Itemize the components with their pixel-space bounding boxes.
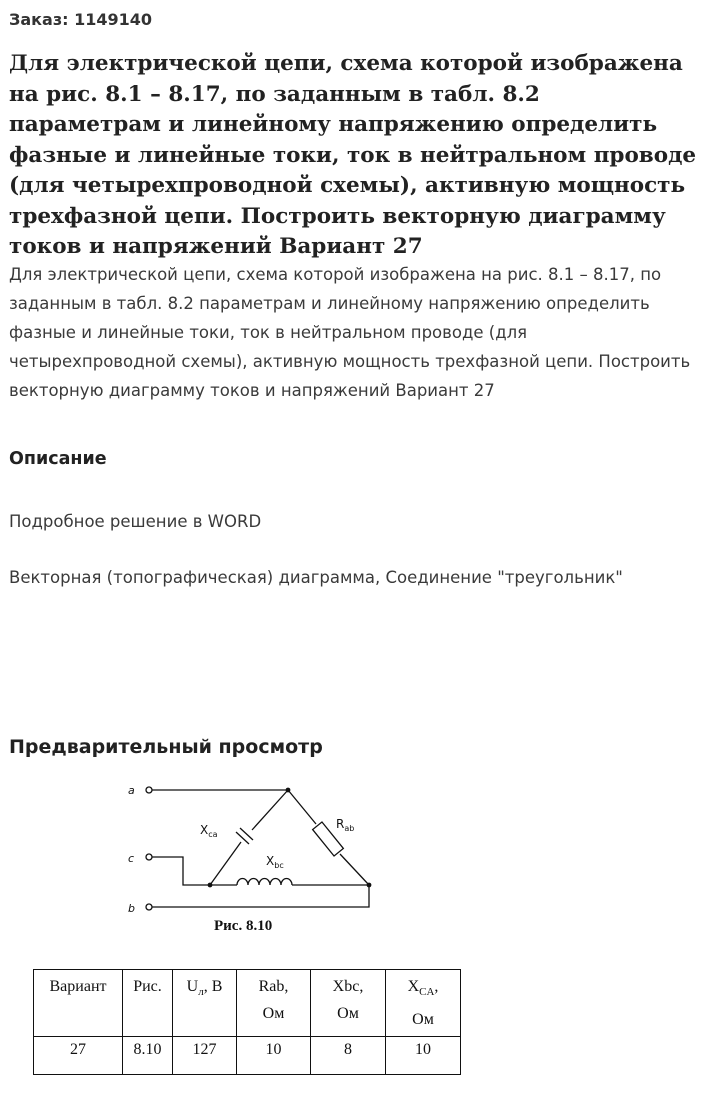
page-title: Для электрической цепи, схема которой изображена на рис. 8.1 – 8.17, по заданным в табл. 8.2 параметрам и линейному напряжению определить фазные и линейные токи, ток в нейтральном проводе (для четырехпроводной схемы), активную мощность трехфазной цепи. Построить векторную диаграмму токов и напряжений Вариант 27 xyxy=(9,51,697,259)
terminal-a-label: a xyxy=(128,784,135,797)
header-xbc: Xbc, Ом xyxy=(311,970,386,1037)
terminal-c-label: c xyxy=(128,852,135,865)
figure-caption: Рис. 8.10 xyxy=(214,918,273,934)
circuit-diagram xyxy=(120,778,380,918)
cell-variant: 27 xyxy=(34,1037,123,1075)
task-description: Для электрической цепи, схема которой изображена на рис. 8.1 – 8.17, по заданным в табл. 8.2 параметрам и линейному напряжению определить фазные и линейные токи, ток в нейтральном проводе (для четырехпроводной схемы), активную мощность трехфазной цепи. Построить векторную диаграмму токов и напряжений Вариант 27 xyxy=(9,265,691,400)
detail-paragraph-1: Подробное решение в WORD xyxy=(9,512,262,531)
description-heading: Описание xyxy=(9,449,107,469)
order-number: Заказ: 1149140 xyxy=(9,10,153,29)
table-row xyxy=(34,1037,461,1075)
cell-rab: 10 xyxy=(237,1037,311,1075)
detail-paragraph-2: Векторная (топографическая) диаграмма, Соединение "треугольник" xyxy=(9,568,623,587)
header-rab: Rab, Ом xyxy=(237,970,311,1037)
cell-ul: 127 xyxy=(173,1037,237,1075)
terminal-b-label: b xyxy=(128,902,135,915)
terminal-a-node xyxy=(146,787,152,793)
table-header-row xyxy=(34,970,461,1037)
cell-xca: 10 xyxy=(386,1037,461,1075)
parameters-table xyxy=(33,969,461,1075)
terminal-b-node xyxy=(146,904,152,910)
xbc-label: $X_{bc}$ xyxy=(266,854,284,870)
xca-label: $X_{ca}$ xyxy=(200,823,218,839)
header-ul: $U_л$, В xyxy=(173,970,237,1037)
cell-fig: 8.10 xyxy=(123,1037,173,1075)
header-xca: $X_{CA}$, Ом xyxy=(386,970,461,1037)
preview-heading: Предварительный просмотр xyxy=(9,736,323,758)
header-variant: Вариант xyxy=(34,970,123,1037)
rab-label: $R_{ab}$ xyxy=(336,817,355,833)
terminal-c-node xyxy=(146,854,152,860)
cell-xbc: 8 xyxy=(311,1037,386,1075)
header-fig: Рис. xyxy=(123,970,173,1037)
